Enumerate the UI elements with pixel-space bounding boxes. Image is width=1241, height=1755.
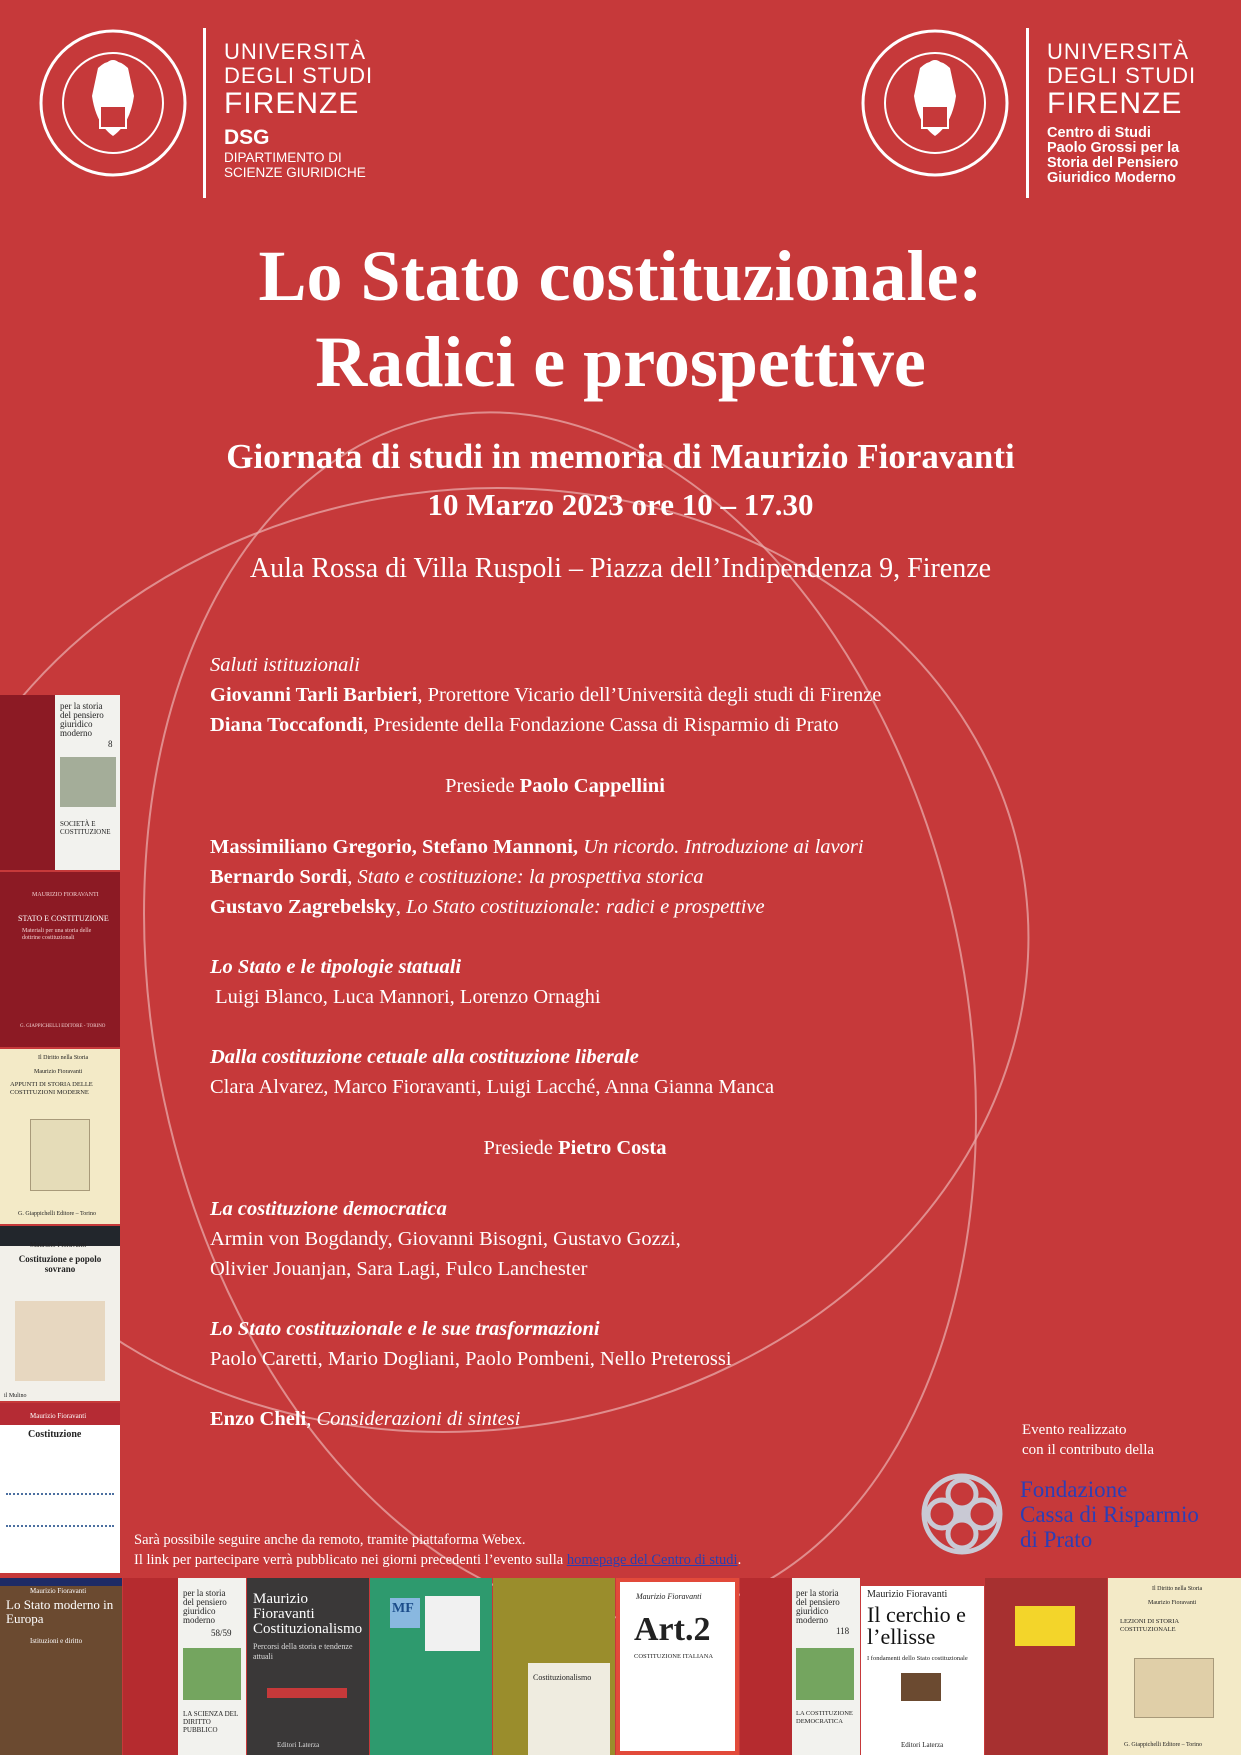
chair-2: Presiede Pietro Costa [483, 1137, 667, 1159]
dept-line2: SCIENZE GIURIDICHE [224, 165, 366, 180]
book-cover: per la storia del pensiero giuridico moderno 118 LA COSTITUZIONE DEMOCRATICA [740, 1578, 860, 1755]
book-cover: per la storia del pensiero giuridico moderno 8 SOCIETÀ E COSTITUZIONE [0, 695, 120, 870]
right-logo [860, 28, 1220, 198]
book-cover [985, 1578, 1107, 1755]
centre-line4: Giuridico Moderno [1047, 170, 1176, 186]
event-venue: Aula Rossa di Villa Ruspoli – Piazza dell’Indipendenza 9, Firenze [249, 553, 992, 584]
event-title [0, 233, 1241, 405]
book-cover: Il Diritto nella Storia Maurizio Fioravanti LEZIONI DI STORIA COSTITUZIONALE G. Giappichelli Editore – Torino [1108, 1578, 1241, 1755]
logo-divider [203, 28, 206, 198]
book-cover: Maurizio Fioravanti Art.2 COSTITUZIONE ITALIANA [616, 1578, 739, 1755]
book-cover: Costituzionalismo [493, 1578, 615, 1755]
talk-item: Bernardo Sordi, Stato e costituzione: la prospettiva storica [210, 866, 704, 888]
session-title: La costituzione democratica [210, 1198, 447, 1220]
logo-divider [1026, 28, 1029, 198]
fondazione-name-line1: Fondazione [1020, 1477, 1128, 1502]
session-speakers: Olivier Jouanjan, Sara Lagi, Fulco Lanchester [210, 1258, 588, 1280]
event-date: 10 Marzo 2023 ore 10 – 17.30 [427, 487, 814, 522]
centre-line2: Paolo Grossi per la [1047, 140, 1180, 156]
welcome-speaker: Giovanni Tarli Barbieri, Prorettore Vicario dell’Università degli studi di Firenze [210, 684, 882, 706]
book-cover: Maurizio Fioravanti Costituzione [0, 1403, 120, 1573]
university-seal-icon [860, 28, 1010, 178]
session-speakers: Luigi Blanco, Luca Mannori, Lorenzo Ornaghi [210, 986, 601, 1008]
session-title: Lo Stato e le tipologie statuali [210, 956, 462, 978]
session-speakers: Clara Alvarez, Marco Fioravanti, Luigi Lacché, Anna Gianna Manca [210, 1076, 775, 1098]
fondazione-name-line3: di Prato [1020, 1527, 1093, 1552]
sponsor-line1: Evento realizzato [1022, 1422, 1127, 1438]
chair-1: Presiede Paolo Cappellini [445, 775, 665, 797]
sponsor-credit [1022, 1420, 1154, 1460]
university-name-line1: UNIVERSITÀ [1047, 39, 1190, 64]
fondazione-logo-icon [918, 1470, 1006, 1558]
left-logo [38, 28, 378, 198]
book-cover: Maurizio Fioravanti Lo Stato moderno in Europa Istituzioni e diritto [0, 1578, 122, 1755]
welcome-speaker: Diana Toccafondi, Presidente della Fondazione Cassa di Risparmio di Prato [210, 714, 839, 736]
programme [210, 650, 1020, 1434]
homepage-link[interactable]: homepage del Centro di studi [566, 1552, 738, 1568]
university-name-line1: UNIVERSITÀ [224, 39, 367, 64]
book-cover: Maurizio Fioravanti Costituzione e popolo sovrano il Mulino [0, 1226, 120, 1401]
event-subtitle: Giornata di studi in memoria di Maurizio Fioravanti [226, 437, 1015, 476]
remote-notes [134, 1530, 741, 1570]
remote-note-line2: Il link per partecipare verrà pubblicato nei giorni precedenti l’evento sulla homepage del Centro di studi. [134, 1552, 742, 1568]
book-cover: Maurizio Fioravanti Il cerchio e l’ellisse I fondamenti dello Stato costituzionale Editori Laterza [861, 1578, 984, 1755]
closing-talk: Enzo Cheli, Considerazioni di sintesi [210, 1408, 521, 1430]
book-cover: per la storia del pensiero giuridico moderno 58/59 LA SCIENZA DEL DIRITTO PUBBLICO [123, 1578, 246, 1755]
sponsor-line2: con il contributo della [1022, 1442, 1155, 1458]
event-title-line1: Lo Stato costituzionale: [258, 236, 983, 316]
talk-item: Gustavo Zagrebelsky, Lo Stato costituzionale: radici e prospettive [210, 896, 765, 918]
welcome-heading: Saluti istituzionali [210, 654, 360, 676]
centre-line3: Storia del Pensiero [1047, 155, 1179, 171]
university-seal-icon [38, 28, 188, 178]
session-title: Dalla costituzione cetuale alla costituzione liberale [210, 1046, 639, 1068]
session-title: Lo Stato costituzionale e le sue trasformazioni [210, 1318, 600, 1340]
dept-abbr: DSG [224, 126, 270, 149]
dept-line1: DIPARTIMENTO DI [224, 150, 342, 165]
talk-item: Massimiliano Gregorio, Stefano Mannoni, Un ricordo. Introduzione ai lavori [210, 836, 864, 858]
university-name-line3: FIRENZE [224, 87, 360, 120]
remote-note-line1: Sarà possibile seguire anche da remoto, tramite piattaforma Webex. [134, 1532, 526, 1548]
fondazione-name [1020, 1477, 1199, 1552]
book-cover: Il Diritto nella Storia Maurizio Fioravanti APPUNTI DI STORIA DELLE COSTITUZIONI MODERNE G. Giappichelli Editore – Torino [0, 1049, 120, 1224]
event-title-line2: Radici e prospettive [315, 322, 926, 402]
centre-line1: Centro di Studi [1047, 125, 1151, 141]
book-cover: MAURIZIO FIORAVANTI STATO E COSTITUZIONE Materiali per una storia delle dottrine costituzionali G. GIAPPICHELLI EDITORE - TORINO [0, 872, 120, 1047]
university-name-line2: DEGLI STUDI [224, 63, 374, 88]
book-cover: Maurizio Fioravanti Costituzionalismo Percorsi della storia e tendenze attuali Editori Laterza [247, 1578, 369, 1755]
university-name-line2: DEGLI STUDI [1047, 63, 1197, 88]
university-name-line3: FIRENZE [1047, 87, 1183, 120]
book-cover: MF [370, 1578, 492, 1755]
session-speakers: Paolo Caretti, Mario Dogliani, Paolo Pombeni, Nello Preterossi [210, 1348, 732, 1370]
session-speakers: Armin von Bogdandy, Giovanni Bisogni, Gustavo Gozzi, [210, 1228, 681, 1250]
fondazione-name-line2: Cassa di Risparmio [1020, 1502, 1199, 1527]
